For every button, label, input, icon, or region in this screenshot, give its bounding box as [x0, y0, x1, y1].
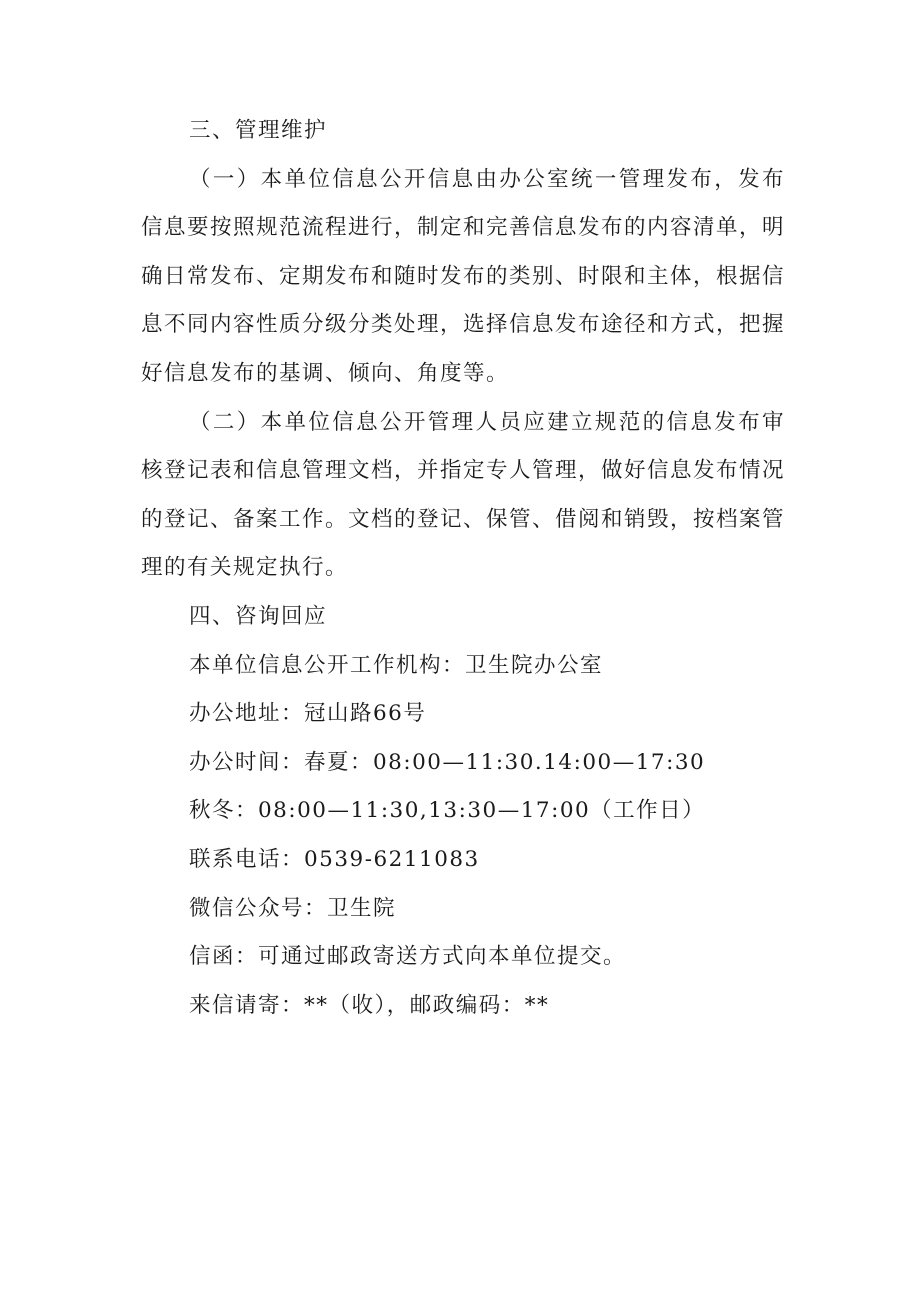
contact-letter: 信函：可通过邮政寄送方式向本单位提交。 — [189, 944, 627, 970]
paragraph-line: 的登记、备案工作。文档的登记、保管、借阅和销毁，按档案管 — [141, 506, 785, 532]
section-heading-consultation: 四、咨询回应 — [189, 603, 328, 629]
contact-org: 本单位信息公开工作机构：卫生院办公室 — [189, 652, 604, 678]
paragraph-line: 确日常发布、定期发布和随时发布的类别、时限和主体，根据信 — [141, 263, 785, 289]
section-heading-management: 三、管理维护 — [189, 118, 328, 143]
contact-hours-autumn-winter: 秋冬：08:00—11:30,13:30—17:00（工作日） — [189, 798, 706, 824]
paragraph-line: 好信息发布的基调、倾向、角度等。 — [141, 360, 510, 386]
paragraph-line: （一）本单位信息公开信息由办公室统一管理发布，发布 — [189, 166, 785, 192]
paragraph-line: 核登记表和信息管理文档，并指定专人管理，做好信息发布情况 — [141, 458, 785, 484]
paragraph-line: 理的有关规定执行。 — [141, 555, 349, 581]
paragraph-line: （二）本单位信息公开管理人员应建立规范的信息发布审 — [189, 409, 785, 435]
paragraph-line: 息不同内容性质分级分类处理，选择信息发布途径和方式，把握 — [141, 312, 785, 338]
contact-wechat: 微信公众号：卫生院 — [189, 895, 397, 921]
document-body — [141, 107, 785, 1030]
paragraph-line: 信息要按照规范流程进行，制定和完善信息发布的内容清单，明 — [141, 215, 785, 241]
contact-phone: 联系电话：0539-6211083 — [189, 846, 480, 872]
paragraph-2 — [141, 399, 785, 593]
contact-address: 办公地址：冠山路66号 — [189, 701, 427, 727]
contact-mail-to: 来信请寄：**（收），邮政编码：** — [189, 992, 550, 1018]
contact-hours-spring-summer: 办公时间：春夏：08:00—11:30.14:00—17:30 — [189, 749, 706, 775]
paragraph-1 — [141, 156, 785, 399]
